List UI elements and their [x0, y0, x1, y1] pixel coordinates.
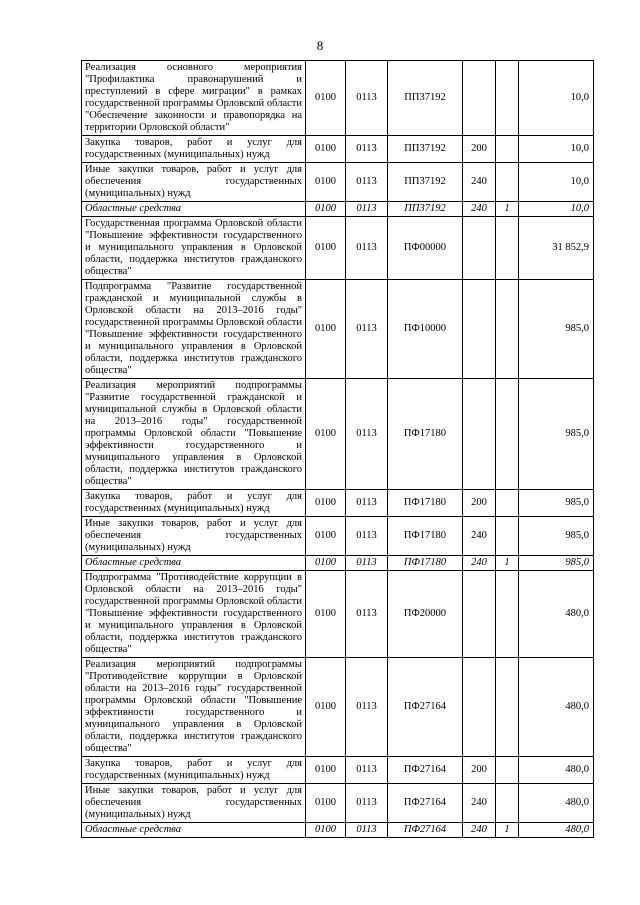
cell-expense-type: 240: [463, 202, 496, 217]
cell-expense-type: [463, 379, 496, 490]
cell-section: 0100: [306, 136, 346, 163]
cell-section: 0100: [306, 823, 346, 838]
table-row: [82, 757, 594, 784]
cell-target-article: ПФ17180: [388, 517, 463, 556]
cell-description: Реализация мероприятий подпрограммы "Развитие государственной гражданской и муниципальной службы в Орловской области на 2013–2016 годы" государственной программы Орловской области "Повышение эффективности государственного и муниципального управления в Орловской области, поддержка институтов гражданского общества": [82, 379, 306, 490]
cell-expense-type: [463, 61, 496, 136]
cell-amount: 480,0: [519, 571, 594, 658]
cell-amount: 480,0: [519, 823, 594, 838]
cell-section: 0100: [306, 757, 346, 784]
cell-amount: 985,0: [519, 280, 594, 379]
cell-funding-source: 1: [496, 823, 519, 838]
cell-target-article: ПФ27164: [388, 658, 463, 757]
cell-funding-source: [496, 280, 519, 379]
cell-target-article: ПФ00000: [388, 217, 463, 280]
cell-funding-source: 1: [496, 202, 519, 217]
cell-expense-type: 200: [463, 757, 496, 784]
table-row: [82, 784, 594, 823]
cell-target-article: ПФ20000: [388, 571, 463, 658]
cell-description: Закупка товаров, работ и услуг для государственных (муниципальных) нужд: [82, 490, 306, 517]
cell-section: 0100: [306, 202, 346, 217]
cell-amount: 10,0: [519, 136, 594, 163]
cell-section: 0100: [306, 784, 346, 823]
cell-target-article: ПФ27164: [388, 757, 463, 784]
cell-target-article: ПП37192: [388, 61, 463, 136]
cell-amount: 480,0: [519, 757, 594, 784]
cell-description: Областные средства: [82, 202, 306, 217]
cell-subsection: 0113: [346, 280, 388, 379]
cell-funding-source: [496, 757, 519, 784]
cell-description: Областные средства: [82, 823, 306, 838]
cell-amount: 985,0: [519, 490, 594, 517]
cell-subsection: 0113: [346, 163, 388, 202]
table-row: [82, 217, 594, 280]
cell-description: Иные закупки товаров, работ и услуг для обеспечения государственных (муниципальных) нужд: [82, 784, 306, 823]
page-number: 8: [316, 38, 324, 53]
cell-funding-source: [496, 61, 519, 136]
cell-target-article: ПП37192: [388, 202, 463, 217]
cell-target-article: ПФ17180: [388, 379, 463, 490]
cell-section: 0100: [306, 61, 346, 136]
cell-expense-type: 240: [463, 163, 496, 202]
cell-subsection: 0113: [346, 571, 388, 658]
cell-description: Закупка товаров, работ и услуг для государственных (муниципальных) нужд: [82, 757, 306, 784]
table-row: [82, 571, 594, 658]
table-row: [82, 136, 594, 163]
cell-description: Подпрограмма "Противодействие коррупции в Орловской области на 2013–2016 годы" государственной программы Орловской области "Повышение эффективности государственного и муниципального управления в Орловской области, поддержка институтов гражданского общества": [82, 571, 306, 658]
cell-description: Реализация основного мероприятия "Профилактика правонарушений и преступлений в сфере миграции" в рамках государственной программы Орловской области "Обеспечение законности и правопорядка на территории Орловской области": [82, 61, 306, 136]
cell-funding-source: [496, 136, 519, 163]
cell-description: Реализация мероприятий подпрограммы "Противодействие коррупции в Орловской области на 2013–2016 годы" государственной программы Орловской области "Повышение эффективности государственного и муниципального управления в Орловской области, поддержка институтов гражданского общества": [82, 658, 306, 757]
table-row: [82, 61, 594, 136]
cell-funding-source: [496, 571, 519, 658]
cell-target-article: ПП37192: [388, 136, 463, 163]
cell-subsection: 0113: [346, 490, 388, 517]
cell-expense-type: 200: [463, 136, 496, 163]
cell-funding-source: [496, 784, 519, 823]
cell-funding-source: [496, 379, 519, 490]
cell-expense-type: [463, 658, 496, 757]
cell-subsection: 0113: [346, 556, 388, 571]
cell-funding-source: [496, 163, 519, 202]
cell-subsection: 0113: [346, 757, 388, 784]
cell-amount: 985,0: [519, 556, 594, 571]
cell-expense-type: [463, 217, 496, 280]
cell-section: 0100: [306, 658, 346, 757]
cell-funding-source: [496, 490, 519, 517]
cell-section: 0100: [306, 379, 346, 490]
cell-expense-type: [463, 571, 496, 658]
cell-expense-type: 240: [463, 823, 496, 838]
cell-amount: 10,0: [519, 202, 594, 217]
cell-description: Закупка товаров, работ и услуг для государственных (муниципальных) нужд: [82, 136, 306, 163]
cell-description: Государственная программа Орловской области "Повышение эффективности государственного и муниципального управления в Орловской области, поддержка институтов гражданского общества": [82, 217, 306, 280]
cell-funding-source: 1: [496, 556, 519, 571]
cell-section: 0100: [306, 556, 346, 571]
table-row: [82, 379, 594, 490]
cell-target-article: ПФ10000: [388, 280, 463, 379]
cell-subsection: 0113: [346, 784, 388, 823]
cell-section: 0100: [306, 517, 346, 556]
cell-funding-source: [496, 217, 519, 280]
cell-subsection: 0113: [346, 136, 388, 163]
cell-target-article: ПП37192: [388, 163, 463, 202]
cell-amount: 985,0: [519, 379, 594, 490]
cell-section: 0100: [306, 280, 346, 379]
cell-funding-source: [496, 517, 519, 556]
cell-target-article: ПФ17180: [388, 556, 463, 571]
cell-description: Иные закупки товаров, работ и услуг для обеспечения государственных (муниципальных) нужд: [82, 517, 306, 556]
cell-subsection: 0113: [346, 379, 388, 490]
cell-funding-source: [496, 658, 519, 757]
cell-subsection: 0113: [346, 823, 388, 838]
table-row: [82, 517, 594, 556]
cell-expense-type: 200: [463, 490, 496, 517]
cell-expense-type: 240: [463, 517, 496, 556]
cell-subsection: 0113: [346, 217, 388, 280]
budget-table: [81, 60, 594, 838]
cell-expense-type: 240: [463, 556, 496, 571]
cell-description: Подпрограмма "Развитие государственной гражданской и муниципальной службы в Орловской области на 2013–2016 годы" государственной программы Орловской области "Повышение эффективности государственного и муниципального управления в Орловской области, поддержка институтов гражданского общества": [82, 280, 306, 379]
table-row: [82, 658, 594, 757]
table-row: [82, 280, 594, 379]
cell-subsection: 0113: [346, 517, 388, 556]
cell-expense-type: 240: [463, 784, 496, 823]
cell-subsection: 0113: [346, 658, 388, 757]
cell-section: 0100: [306, 217, 346, 280]
cell-section: 0100: [306, 490, 346, 517]
cell-subsection: 0113: [346, 202, 388, 217]
table-body: [82, 61, 594, 838]
table-row: [82, 556, 594, 571]
cell-expense-type: [463, 280, 496, 379]
cell-target-article: ПФ27164: [388, 784, 463, 823]
cell-section: 0100: [306, 163, 346, 202]
cell-amount: 10,0: [519, 163, 594, 202]
table-row: [82, 202, 594, 217]
table-row: [82, 490, 594, 517]
cell-description: Областные средства: [82, 556, 306, 571]
cell-amount: 985,0: [519, 517, 594, 556]
table-row: [82, 163, 594, 202]
cell-target-article: ПФ17180: [388, 490, 463, 517]
table-row: [82, 823, 594, 838]
cell-amount: 10,0: [519, 61, 594, 136]
cell-description: Иные закупки товаров, работ и услуг для обеспечения государственных (муниципальных) нужд: [82, 163, 306, 202]
cell-amount: 480,0: [519, 658, 594, 757]
cell-section: 0100: [306, 571, 346, 658]
cell-amount: 480,0: [519, 784, 594, 823]
cell-subsection: 0113: [346, 61, 388, 136]
cell-target-article: ПФ27164: [388, 823, 463, 838]
cell-amount: 31 852,9: [519, 217, 594, 280]
